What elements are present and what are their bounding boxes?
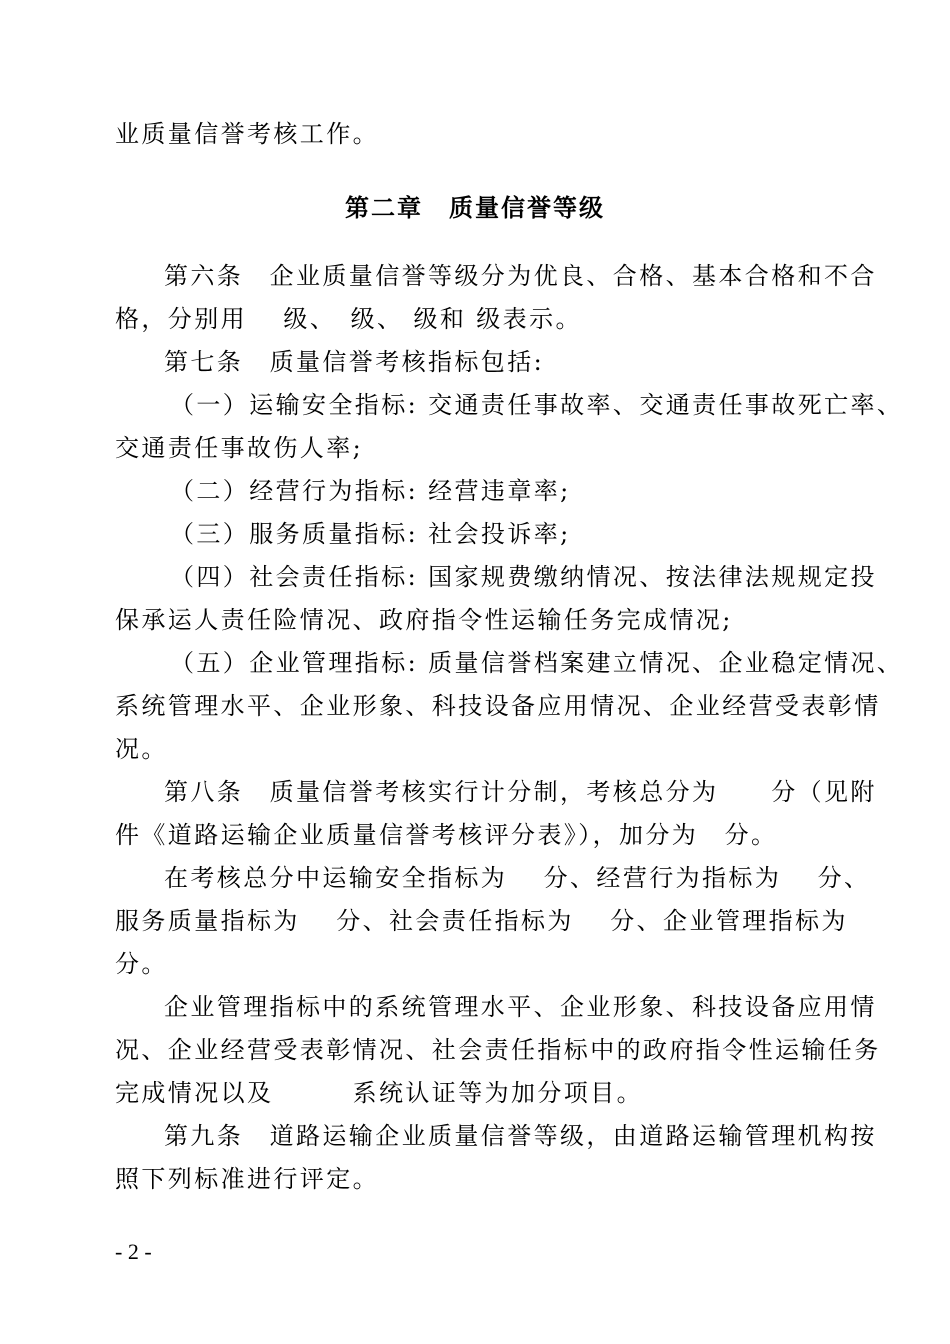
page-number: - 2 - (115, 1239, 152, 1264)
paragraph-line: 业质量信誉考核工作。 (115, 120, 379, 148)
paragraph-line: 保承运人责任险情况、政府指令性运输任务完成情况; (115, 606, 733, 634)
paragraph-line: 系统管理水平、企业形象、科技设备应用情况、企业经营受表彰情 (115, 692, 881, 720)
paragraph-line: （二）经营行为指标: 经营违章率; (170, 477, 571, 505)
paragraph-line: 第七条 质量信誉考核指标包括: (164, 348, 545, 376)
paragraph-line: 交通责任事故伤人率; (115, 434, 364, 462)
paragraph-line: 况。 (115, 735, 168, 763)
paragraph-line: 格，分别用 级、 级、 级和 级表示。 (115, 305, 582, 333)
paragraph-line: 照下列标准进行评定。 (115, 1165, 379, 1193)
paragraph-line: 第九条 道路运输企业质量信誉等级，由道路运输管理机构按 (164, 1122, 877, 1150)
paragraph-line: 服务质量指标为 分、社会责任指标为 分、企业管理指标为 (115, 907, 848, 935)
paragraph-line: （一）运输安全指标: 交通责任事故率、交通责任事故死亡率、 (170, 391, 904, 419)
paragraph-line: 完成情况以及 系统认证等为加分项目。 (115, 1079, 643, 1107)
paragraph-line: （三）服务质量指标: 社会投诉率; (170, 520, 571, 548)
paragraph-line: 件《道路运输企业质量信誉考核评分表》），加分为 分。 (115, 821, 778, 849)
paragraph-line: 第八条 质量信誉考核实行计分制，考核总分为 分（见附 (164, 778, 877, 806)
paragraph-line: 分。 (115, 950, 168, 978)
paragraph-line: 企业管理指标中的系统管理水平、企业形象、科技设备应用情 (164, 993, 877, 1021)
paragraph-line: （五）企业管理指标: 质量信誉档案建立情况、企业稳定情况、 (170, 649, 904, 677)
paragraph-line: 况、企业经营受表彰情况、社会责任指标中的政府指令性运输任务 (115, 1036, 881, 1064)
paragraph-line: 在考核总分中运输安全指标为 分、经营行为指标为 分、 (164, 864, 871, 892)
paragraph-line: （四）社会责任指标: 国家规费缴纳情况、按法律法规规定投 (170, 563, 877, 591)
chapter-heading: 第二章 质量信誉等级 (345, 194, 605, 222)
paragraph-line: 第六条 企业质量信誉等级分为优良、合格、基本合格和不合 (164, 262, 877, 290)
